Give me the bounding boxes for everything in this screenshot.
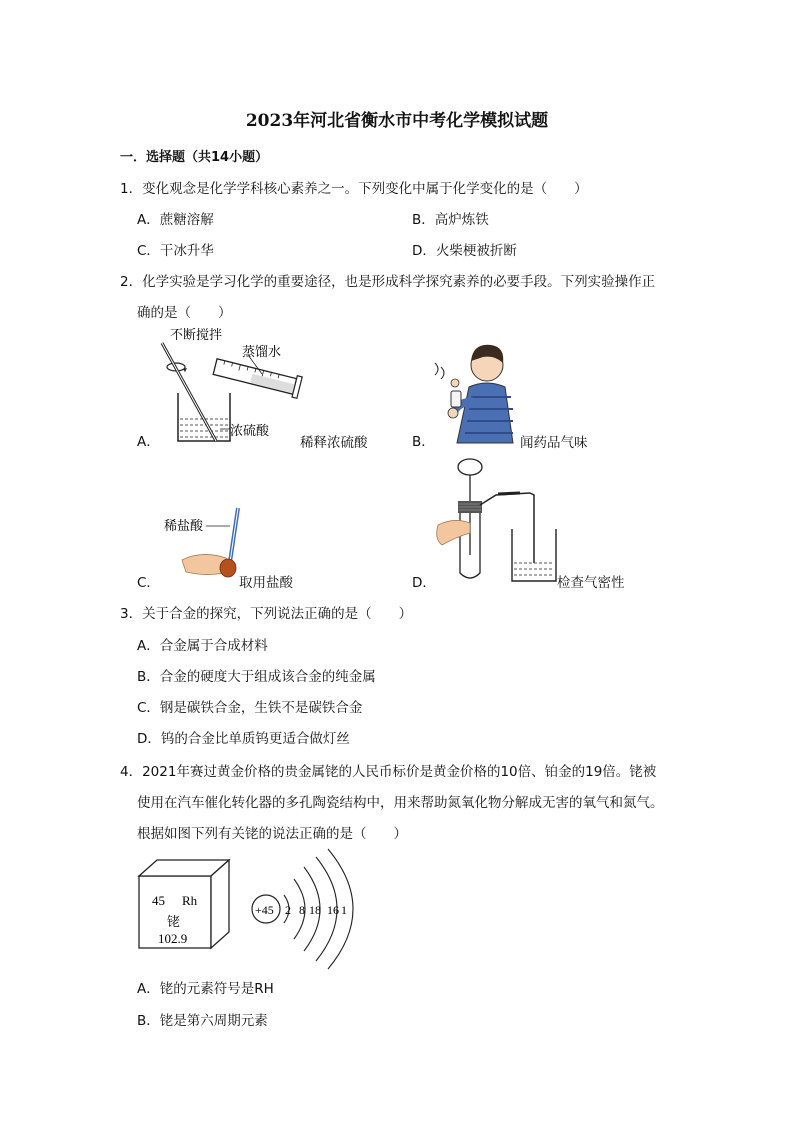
q2-option-a-caption: 稀释浓硫酸	[300, 435, 368, 451]
dilute-acid-label: 稀盐酸	[164, 519, 204, 534]
q2-option-c-caption: 取用盐酸	[239, 575, 293, 591]
q3-stem: 3．关于合金的探究，下列说法正确的是（ ）	[120, 606, 413, 622]
q2-option-d-caption: 检查气密性	[557, 575, 625, 591]
page-title: 2023年河北省衡水市中考化学模拟试题	[245, 111, 549, 131]
q2-option-c-label: C．	[137, 575, 160, 591]
q2-option-d-label: D．	[412, 575, 436, 591]
shell-1: 2	[285, 903, 291, 917]
atomic-mass: 102.9	[158, 931, 188, 946]
element-cell	[136, 858, 236, 953]
q1-option-c: C．干冰升华	[137, 243, 214, 259]
atom-structure-diagram	[248, 845, 368, 970]
shell-5: 1	[341, 903, 347, 917]
q2-stem-line2: 确的是（ ）	[137, 305, 232, 321]
smelling-figure	[425, 335, 525, 450]
q4-option-b: B．铑是第六周期元素	[137, 1013, 268, 1029]
q2-stem-line1: 2．化学实验是学习化学的重要途径，也是形成科学探究素养的必要手段。下列实验操作正	[120, 274, 656, 290]
q4-option-a: A．铑的元素符号是RH	[137, 981, 274, 997]
q3-option-c: C．钢是碳铁合金，生铁不是碳铁合金	[137, 700, 363, 716]
dilution-figure	[150, 325, 320, 450]
atomic-number: 45	[152, 893, 165, 908]
shell-2: 8	[299, 903, 305, 917]
funnel-icon	[458, 459, 482, 475]
conc-acid-label: 浓硫酸	[230, 424, 270, 439]
q1-option-b: B．高炉炼铁	[412, 212, 489, 228]
element-symbol: Rh	[182, 893, 198, 908]
element-name: 铑	[167, 915, 181, 930]
shell-3: 18	[309, 903, 321, 917]
q4-stem-line2: 使用在汽车催化转化器的多孔陶瓷结构中，用来帮助氮氧化物分解成无害的氧气和氮气。	[137, 795, 664, 811]
q4-stem-line1: 4．2021年赛过黄金价格的贵金属铑的人民币标价是黄金价格的10倍、铂金的19倍。铑被	[120, 764, 657, 780]
q1-stem: 1．变化观念是化学学科核心素养之一。下列变化中属于化学变化的是（ ）	[120, 181, 588, 197]
q3-option-a: A．合金属于合成材料	[137, 638, 268, 654]
q2-option-a-label: A．	[137, 434, 160, 450]
q2-option-b-label: B．	[412, 434, 435, 450]
q2-option-b-caption: 闻药品气味	[520, 435, 588, 451]
q4-stem-line3: 根据如图下列有关铑的说法正确的是（ ）	[137, 826, 407, 842]
q1-option-d: D．火柴梗被折断	[412, 243, 517, 259]
q3-option-b: B．合金的硬度大于组成该合金的纯金属	[137, 669, 376, 685]
shell-4: 16	[327, 903, 339, 917]
stir-label: 不断搅拌	[170, 328, 223, 343]
airtightness-figure	[432, 455, 562, 585]
section-heading: 一．选择题（共14小题）	[120, 150, 269, 165]
q3-option-d: D．钨的合金比单质钨更适合做灯丝	[137, 731, 350, 747]
reagent-bottle-icon	[451, 391, 461, 407]
hand-icon	[437, 520, 470, 545]
nucleus-charge: +45	[255, 903, 274, 917]
acid-bottle-icon	[220, 559, 236, 577]
graduated-cylinder-icon	[212, 356, 302, 398]
q1-option-a: A．蔗糖溶解	[137, 212, 214, 228]
water-label: 蒸馏水	[242, 345, 282, 360]
